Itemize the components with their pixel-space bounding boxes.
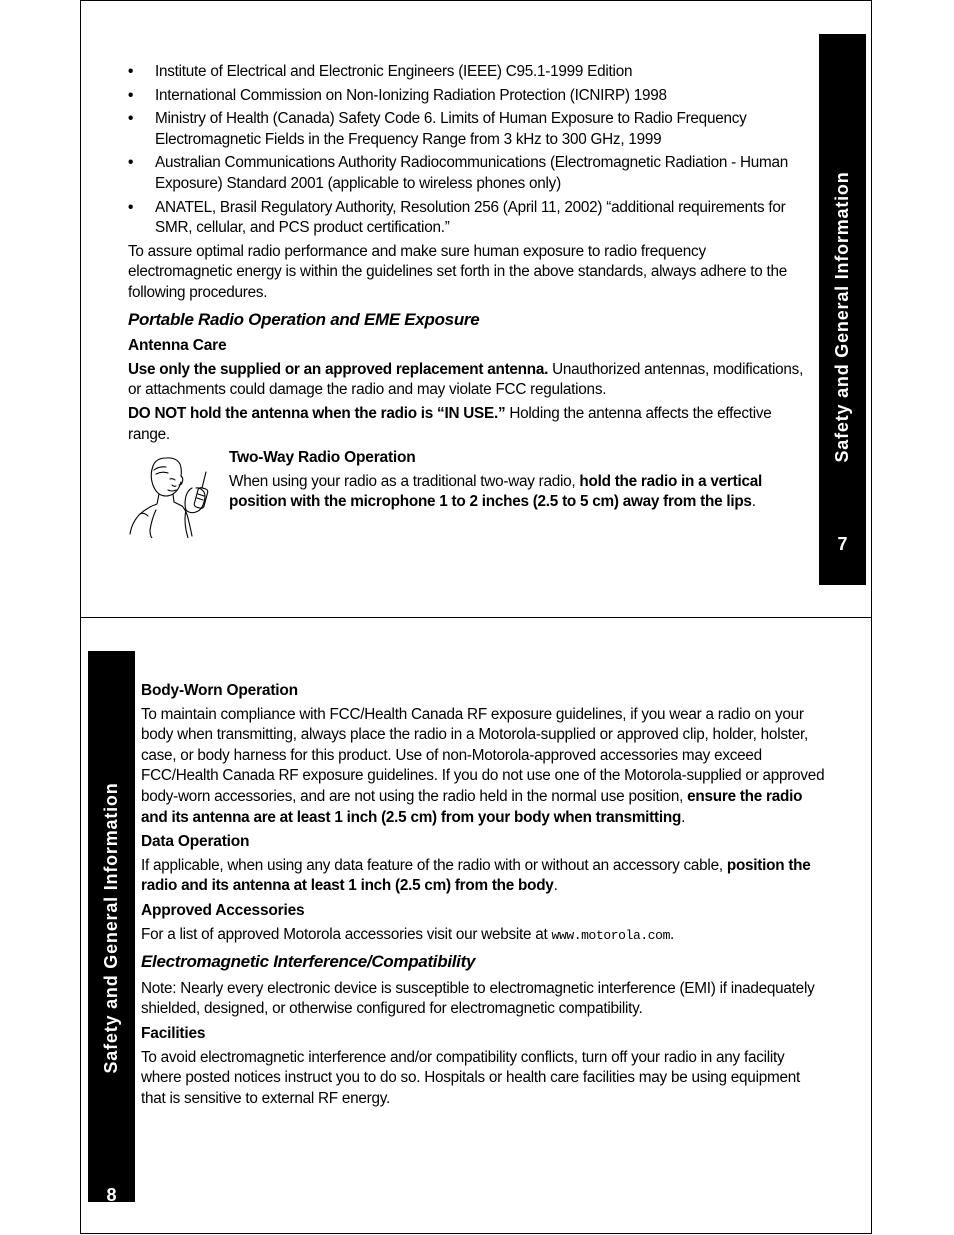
bullet-icon: • bbox=[128, 86, 134, 104]
two-way-radio-block bbox=[128, 448, 814, 538]
bullet-icon: • bbox=[128, 110, 134, 128]
page-7-content bbox=[128, 62, 814, 538]
section-title: Portable Radio Operation and EME Exposure bbox=[128, 309, 480, 329]
two-way-radio-text: When using your radio as a traditional two-way radio, hold the radio in a vertical position with the microphone 1 to 2 inches (2.5 to 5 cm) away from the lips. bbox=[229, 472, 762, 511]
antenna-care-heading: Antenna Care bbox=[128, 337, 227, 355]
two-way-radio-heading: Two-Way Radio Operation bbox=[229, 449, 416, 467]
page-8-content bbox=[141, 677, 826, 1112]
standards-list bbox=[128, 62, 814, 239]
bullet-icon: • bbox=[128, 198, 134, 216]
data-operation-text: If applicable, when using any data feature of the radio with or without an accessory cable, position the radio and its antenna at least 1 inch (2.5 cm) from the body. bbox=[141, 856, 811, 895]
intro-paragraph: To assure optimal radio performance and make sure human exposure to radio frequency electromagnetic energy is within the guidelines set forth in the above standards, always adhere to the following procedures. bbox=[128, 242, 788, 301]
antenna-paragraph-2: DO NOT hold the antenna when the radio is “IN USE.” Holding the antenna affects the effective range. bbox=[128, 404, 772, 443]
chapter-tab-label: Safety and General Information bbox=[101, 782, 121, 1074]
body-worn-heading: Body-Worn Operation bbox=[141, 682, 298, 699]
facilities-heading: Facilities bbox=[141, 1024, 206, 1042]
page-number: 8 bbox=[106, 1185, 117, 1205]
chapter-tab bbox=[819, 34, 866, 585]
approved-accessories-heading: Approved Accessories bbox=[141, 901, 305, 919]
person-holding-radio-icon bbox=[126, 452, 216, 538]
emi-text: Note: Nearly every electronic device is susceptible to electromagnetic interference (EMI) if inadequately shielded, designed, or otherwise configured for electromagnetic compatibility. bbox=[141, 979, 815, 1018]
body-worn-text: To maintain compliance with FCC/Health Canada RF exposure guidelines, if you wear a radio on your body when transmitting, always place the radio in a Motorola-supplied or approved clip, holder, holster, case, or body harness for this product. Use of non-Motorola-approved accessories may exceed FCC/Health Canada RF exposure guidelines. If you do not use one of the Motorola-supplied or approved body-worn accessories, and are not using the radio held in the normal use position, ensure the radio and its antenna are at least 1 inch (2.5 cm) from your body when transmitting. bbox=[141, 705, 825, 826]
list-item: • Ministry of Health (Canada) Safety Code 6. Limits of Human Exposure to Radio Frequency Electromagnetic Fields in the Frequency Range from 3 kHz to 300 GHz, 1999 bbox=[128, 110, 747, 148]
page-number: 7 bbox=[837, 534, 848, 554]
list-item: • Institute of Electrical and Electronic Engineers (IEEE) C95.1-1999 Edition bbox=[128, 62, 814, 83]
facilities-text: To avoid electromagnetic interference and/or compatibility conflicts, turn off your radio in any facility where posted notices instruct you to do so. Hospitals or health care facilities may be using equipment that is sensitive to external RF energy. bbox=[141, 1048, 800, 1107]
page-7 bbox=[80, 0, 872, 618]
website-link[interactable]: www.motorola.com bbox=[551, 927, 670, 943]
list-item: • International Commission on Non-Ionizing Radiation Protection (ICNIRP) 1998 bbox=[128, 86, 814, 107]
bullet-icon: • bbox=[128, 154, 134, 172]
chapter-tab-label: Safety and General Information bbox=[832, 171, 852, 463]
data-operation-heading: Data Operation bbox=[141, 833, 250, 851]
antenna-paragraph-1: Use only the supplied or an approved replacement antenna. Unauthorized antennas, modifications, or attachments could damage the radio and may violate FCC regulations. bbox=[128, 360, 804, 399]
approved-accessories-text: For a list of approved Motorola accessories visit our website at www.motorola.com. bbox=[141, 925, 674, 943]
bullet-icon: • bbox=[128, 63, 134, 80]
page-8 bbox=[80, 617, 872, 1234]
list-item: • ANATEL, Brasil Regulatory Authority, Resolution 256 (April 11, 2002) “additional requirements for SMR, cellular, and PCS product certification.” bbox=[128, 198, 786, 237]
list-item: • Australian Communications Authority Radiocommunications (Electromagnetic Radiation - Human Exposure) Standard 2001 (applicable to wireless phones only) bbox=[128, 154, 789, 192]
chapter-tab bbox=[88, 651, 135, 1205]
emi-section-title: Electromagnetic Interference/Compatibility bbox=[141, 952, 476, 972]
